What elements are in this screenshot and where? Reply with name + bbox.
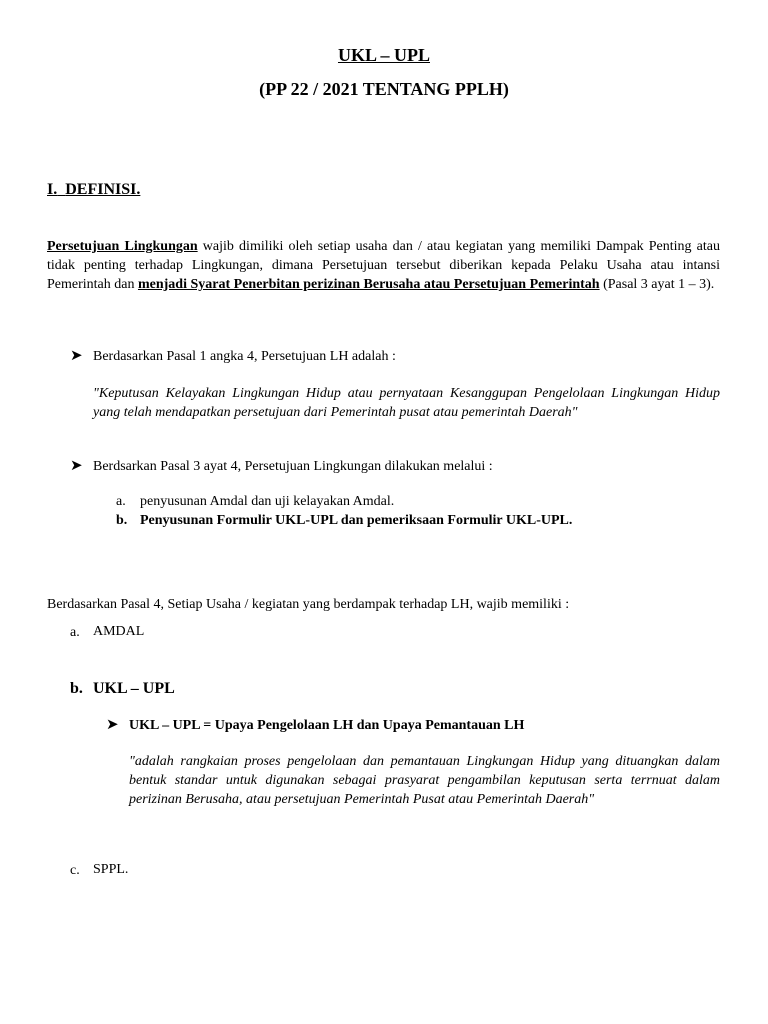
quote-block: "adalah rangkaian proses pengelolaan dan pemantauan Lingkungan Hidup yang dituangkan dalam bentuk standar untuk digunakan sebagai prasyarat pengambilan keputusan serta terrnuat dalam perizinan Berusaha, atau persetujuan Pemerintah Pusat atau Pemerintah Daerah" <box>129 754 720 807</box>
arrowhead-bullet-icon: ➤ <box>106 717 119 733</box>
list-item: penyusunan Amdal dan uji kelayakan Amdal. <box>140 494 395 509</box>
section-number: I. <box>47 181 58 198</box>
quote-block: "Keputusan Kelayakan Lingkungan Hidup atau pernyataan Kesanggupan Pengelolaan Lingkungan Hidup yang telah mendapatkan persetujuan dari Pemerintah pusat atau pemerintah Daerah" <box>93 386 720 420</box>
list-item: SPPL. <box>93 862 129 877</box>
list-item-marker: c. <box>70 863 80 878</box>
arrowhead-bullet-icon: ➤ <box>70 348 83 364</box>
list-item-marker: a. <box>116 494 126 509</box>
bullet-text: Berdsarkan Pasal 3 ayat 4, Persetujuan Lingkungan dilakukan melalui : <box>93 459 493 474</box>
list-item: Penyusunan Formulir UKL-UPL dan pemeriksaan Formulir UKL-UPL. <box>140 513 573 528</box>
definition-reference: (Pasal 3 ayat 1 – 3). <box>599 277 715 292</box>
document-title: UKL – UPL <box>337 45 430 65</box>
definition-paragraph <box>47 237 720 294</box>
bullet-text: Berdasarkan Pasal 1 angka 4, Persetujuan LH adalah : <box>93 349 396 364</box>
section-heading <box>47 181 140 199</box>
list-item: AMDAL <box>93 624 145 639</box>
section-title: DEFINISI. <box>65 181 141 198</box>
subsection-title: UKL – UPL <box>93 680 175 697</box>
definition-text: wajib dimiliki oleh setiap usaha dan / atau kegiatan yang memiliki Dampak Penting atau tidak penting terhadap Lingkungan, dimana Persetujuan tersebut diberikan kepada Pelaku Usaha atau intansi Pemerintah dan <box>47 239 720 292</box>
definition-emphasis: menjadi Syarat Penerbitan perizinan Berusaha atau Persetujuan Pemerintah <box>137 277 600 292</box>
document-subtitle: (PP 22 / 2021 TENTANG PPLH) <box>259 79 509 99</box>
arrowhead-bullet-icon: ➤ <box>70 458 83 474</box>
list-item-marker: a. <box>70 625 80 640</box>
definition-term: Persetujuan Lingkungan <box>47 239 198 254</box>
subsection-marker: b. <box>70 680 83 697</box>
list-item-marker: b. <box>116 513 128 528</box>
bullet-text: UKL – UPL = Upaya Pengelolaan LH dan Upaya Pemantauan LH <box>129 718 525 733</box>
paragraph: Berdasarkan Pasal 4, Setiap Usaha / kegiatan yang berdampak terhadap LH, wajib memiliki : <box>47 597 570 612</box>
